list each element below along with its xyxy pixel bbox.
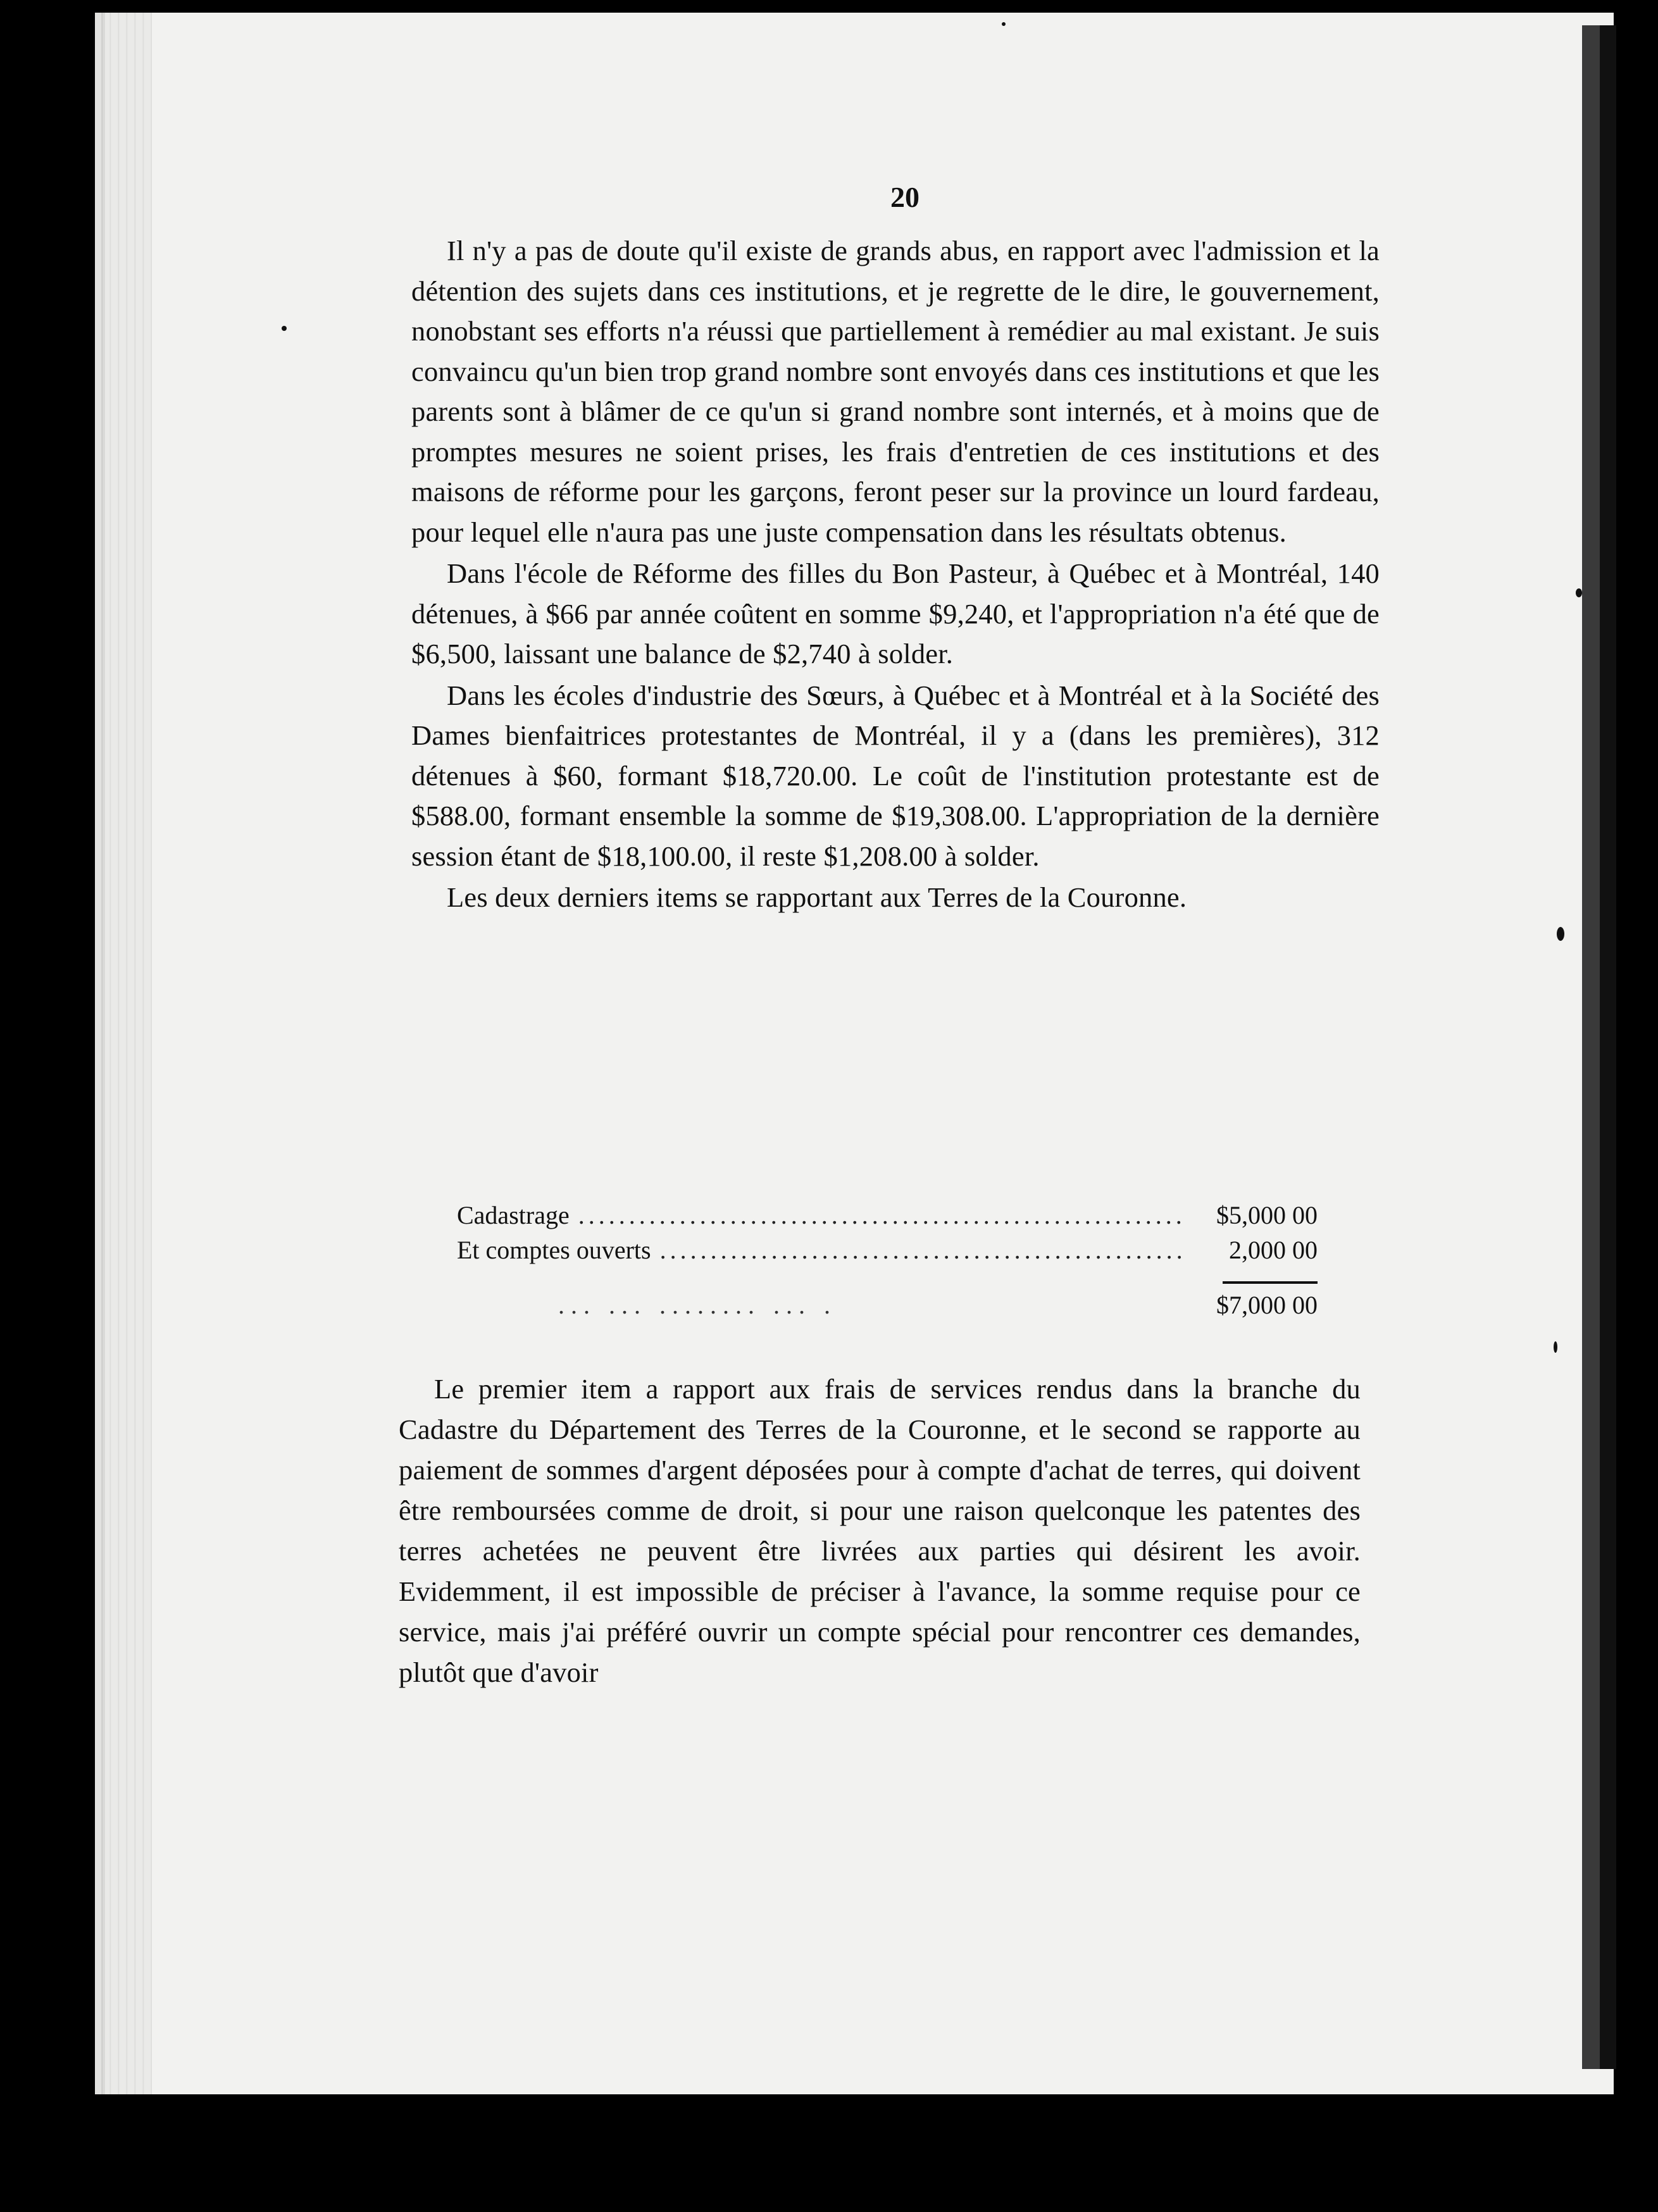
- total-rule: [1223, 1281, 1318, 1284]
- body-text-lower: [399, 1369, 1361, 1693]
- scan-speck: [1576, 588, 1582, 597]
- paragraph-ecoles-industrie: Dans les écoles d'industrie des Sœurs, à Québec et à Montréal et à la Société des Dames bienfaitrices protestantes de Montréal, il y a (dans les premières), 312 détenues à $60, formant $18,720.00. Le coût de l'institution protestante est de $588.00, formant ensemble la somme de $19,308.00. L'appropriation de la dernière session étant de $18,100.00, il reste $1,208.00 à solder.: [411, 679, 1380, 872]
- binding-edge: [1600, 25, 1616, 2069]
- ledger-amount: $5,000 00: [1216, 1201, 1318, 1229]
- ledger-label: Et comptes ouverts: [457, 1236, 651, 1264]
- expense-ledger: [457, 1200, 1318, 1334]
- scan-speck: [282, 326, 287, 331]
- ledger-row: [457, 1200, 1318, 1235]
- paragraph-bon-pasteur: Dans l'école de Réforme des filles du Bon Pasteur, à Québec et à Montréal, 140 détenues, à $66 par année coûtent en somme $9,240, et l'appropriation n'a été que de $6,500, laissant une balance de $2,740 à solder.: [411, 557, 1380, 669]
- leader-dots: [578, 1200, 1182, 1230]
- paragraph-premier-item: Le premier item a rapport aux frais de services rendus dans la branche du Cadastre du Département des Terres de la Couronne, et le second se rapporte au paiement de sommes d'argent déposées pour à compte d'achat de terres, qui doivent être remboursées comme de droit, si pour une raison quelconque les patentes des terres achetées ne peuvent être livrées aux parties qui désirent les avoir. Evidemment, il est impossible de préciser à l'avance, la somme requise pour ce service, mais j'ai préféré ouvrir un compte spécial pour rencontrer ces demandes, plutôt que d'avoir: [399, 1373, 1361, 1688]
- scan-speck: [1557, 927, 1564, 941]
- leader-dots: [660, 1235, 1182, 1265]
- scan-speck: [1554, 1341, 1557, 1353]
- paragraph-abuses: Il n'y a pas de doute qu'il existe de grands abus, en rapport avec l'admission et la détention des sujets dans ces institutions, et je regrette de le dire, le gouvernement, nonobstant ses efforts n'a réussi que partiellement à remédier au mal existant. Je suis convaincu qu'un bien trop grand nombre sont envoyés dans ces institutions et que les parents sont à blâmer de ce qu'un si grand nombre sont internés, et à moins que de promptes mesures ne soient prises, les frais d'entretien de ces institutions et des maisons de réforme pour les garçons, feront peser sur la province un lourd fardeau, pour lequel elle n'aura pas une juste compensation dans les résultats obtenus.: [411, 235, 1380, 548]
- leader-dots: [457, 1290, 1191, 1320]
- page-stack-edge: [95, 13, 152, 2094]
- ledger-row: [457, 1235, 1318, 1270]
- ledger-total: $7,000 00: [1216, 1291, 1318, 1319]
- ledger-label: Cadastrage: [457, 1201, 570, 1229]
- body-text-upper: [411, 231, 1380, 918]
- ledger-total-row: [457, 1290, 1318, 1334]
- scan-speck: [1002, 22, 1006, 26]
- page-number: 20: [890, 181, 919, 213]
- paragraph-terres-couronne: Les deux derniers items se rapportant aux Terres de la Couronne.: [447, 881, 1187, 913]
- binding-shadow: [1582, 25, 1600, 2069]
- ledger-amount: 2,000 00: [1229, 1236, 1318, 1264]
